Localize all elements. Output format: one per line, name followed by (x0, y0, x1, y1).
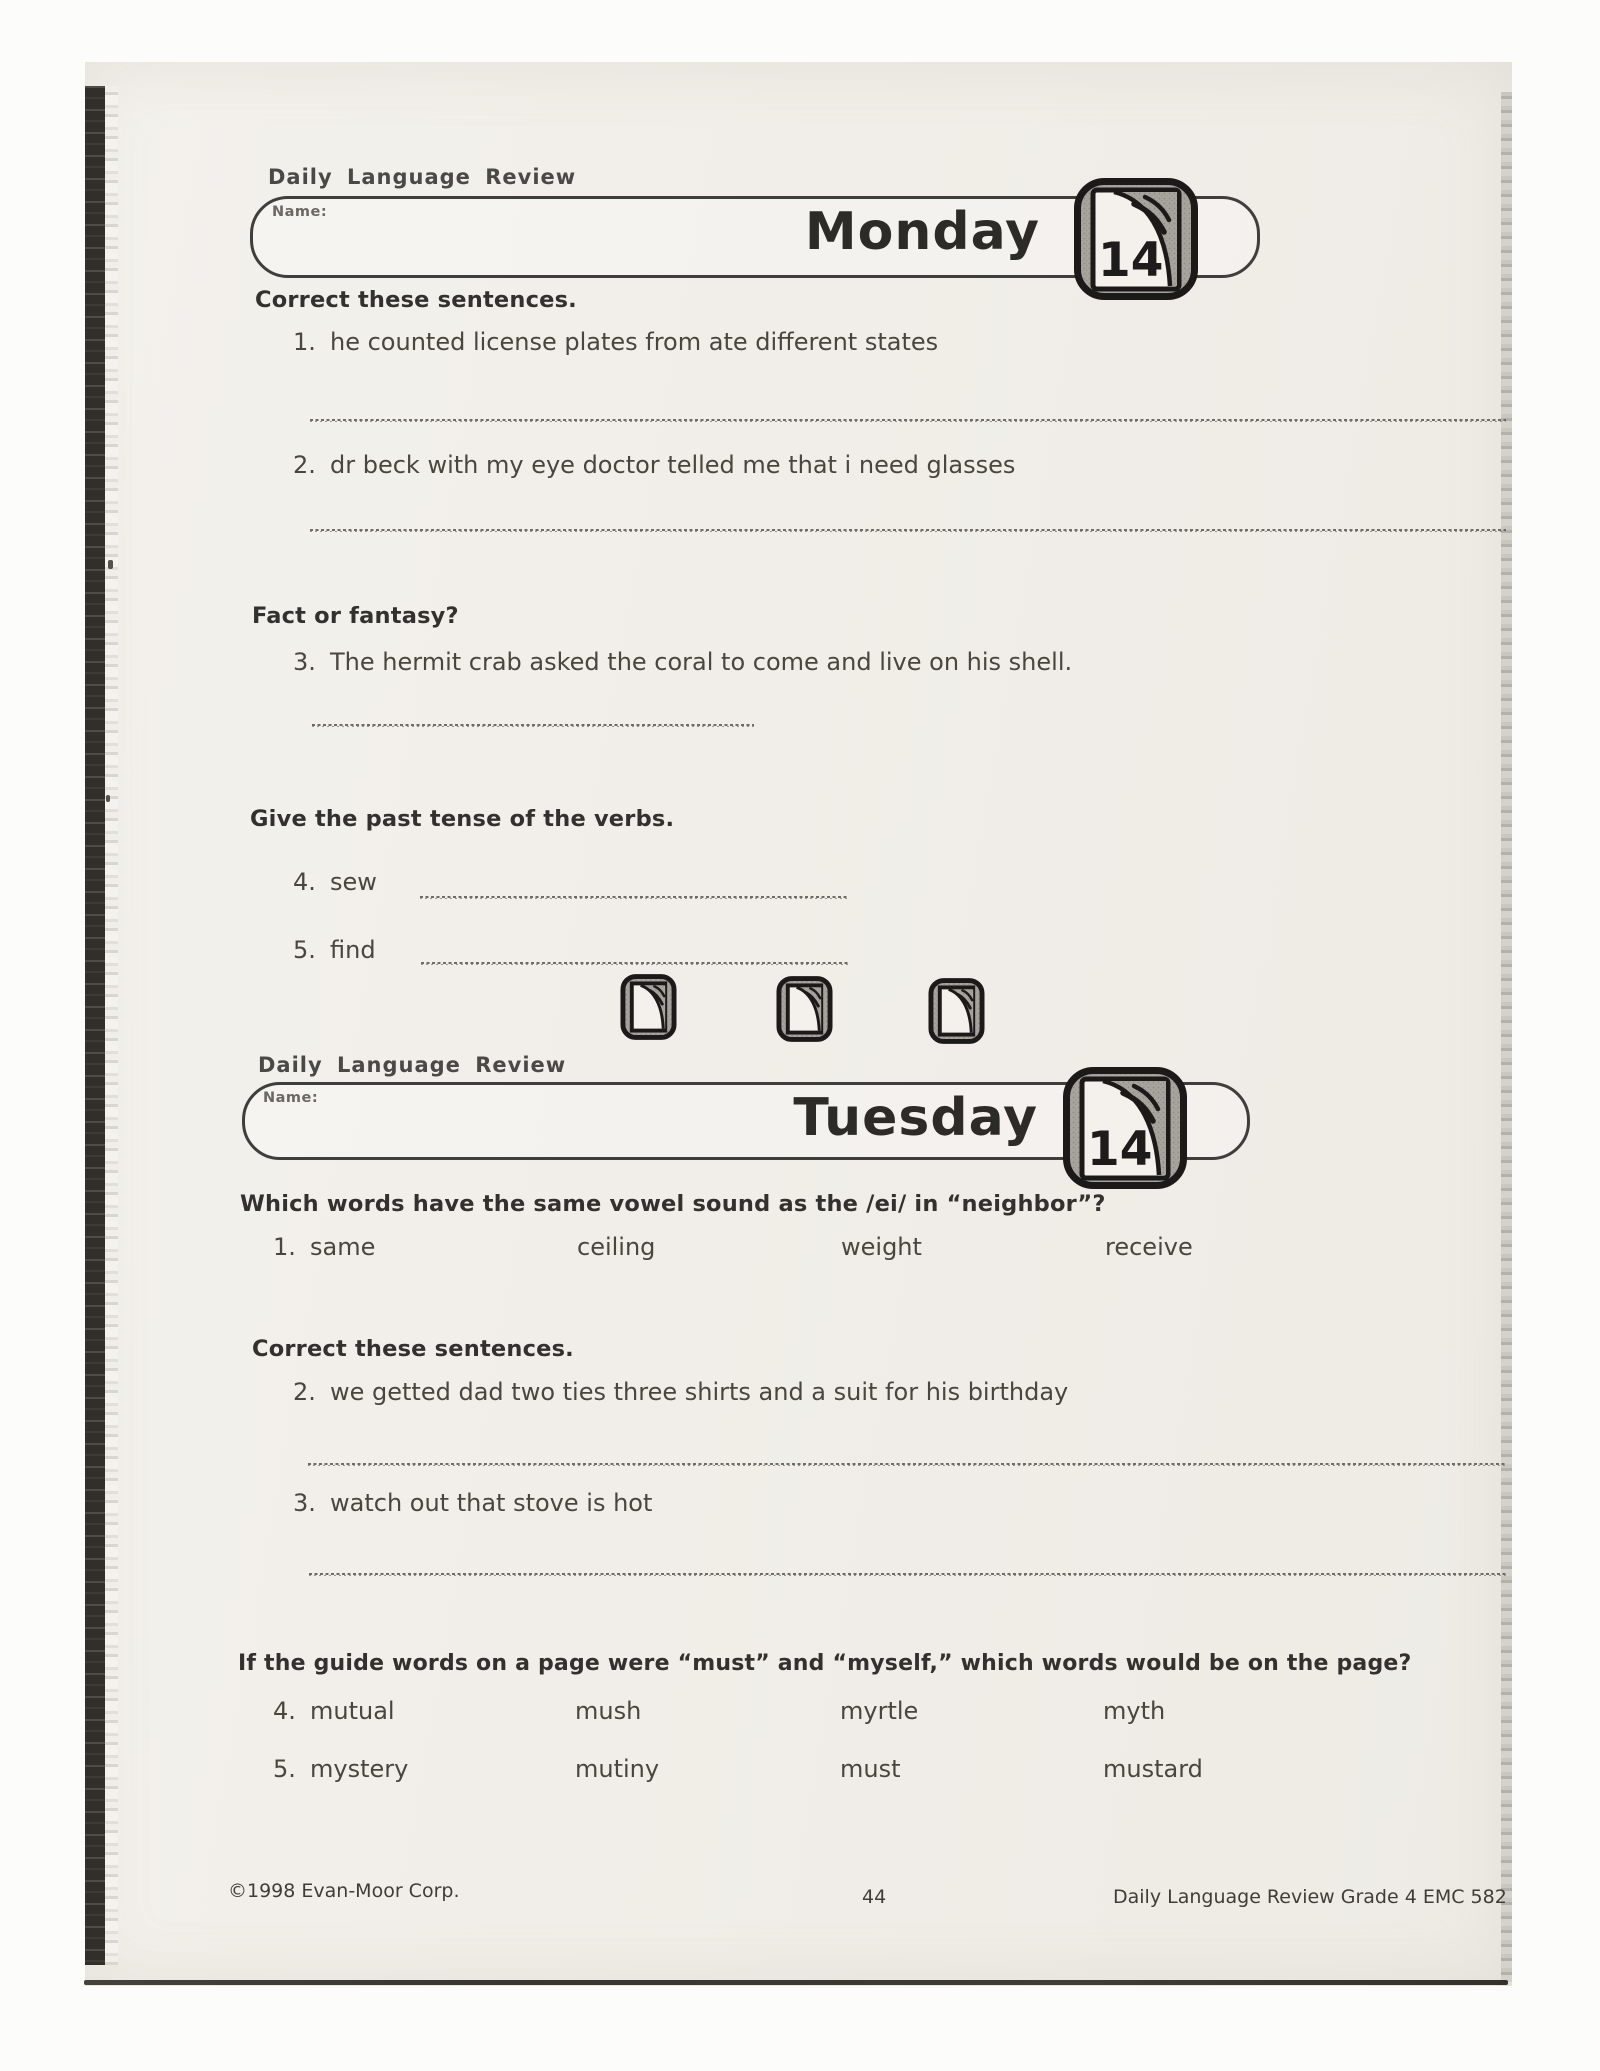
word-choice: myrtle (840, 1697, 919, 1725)
word-choice-row (273, 1233, 1373, 1263)
question-number: 1. (293, 328, 316, 356)
word-choice: mush (575, 1697, 642, 1725)
page-bottom-edge (84, 1980, 1508, 1985)
name-field-label: Name: (272, 204, 328, 220)
question-text: find (330, 936, 376, 964)
question-text: dr beck with my eye doctor telled me that i need glasses (330, 451, 1016, 479)
word-choice: must (840, 1755, 901, 1783)
section-heading: Give the past tense of the verbs. (250, 806, 675, 832)
question-text: we getted dad two ties three shirts and a suit for his birthday (330, 1378, 1069, 1406)
answer-line (310, 529, 1506, 531)
page-curl-divider-icon (776, 975, 833, 1043)
question-number: 5. (273, 1755, 296, 1783)
question-item (293, 648, 1072, 676)
question-number: 5. (293, 936, 316, 964)
day-title-tuesday: Tuesday (793, 1088, 1038, 1148)
page-binding-edge (105, 86, 118, 1965)
day-title-monday: Monday (804, 202, 1040, 262)
word-choice: receive (1105, 1233, 1193, 1261)
question-number: 4. (293, 868, 316, 896)
worksheet-brand-title: Daily Language Review (258, 1053, 567, 1077)
answer-line (310, 419, 1506, 421)
section-heading: Which words have the same vowel sound as the /ei/ in “neighbor”? (240, 1191, 1106, 1217)
question-item (293, 868, 377, 896)
word-choice: mystery (310, 1755, 409, 1783)
word-choice: same (310, 1233, 376, 1261)
question-text: watch out that stove is hot (330, 1489, 653, 1517)
question-number: 1. (273, 1233, 296, 1261)
section-heading: Correct these sentences. (255, 287, 577, 313)
word-choice: weight (841, 1233, 922, 1261)
question-text: sew (330, 868, 377, 896)
footer-copyright: ©1998 Evan-Moor Corp. (228, 1880, 460, 1902)
question-number: 3. (293, 1489, 316, 1517)
word-choice: mutual (310, 1697, 395, 1725)
question-item (293, 936, 376, 964)
word-choice: mustard (1103, 1755, 1203, 1783)
word-choice: mutiny (575, 1755, 660, 1783)
page-curl-divider-icon (620, 973, 677, 1041)
lesson-number-badge (1073, 177, 1199, 301)
footer-page-number: 44 (862, 1886, 887, 1908)
word-choice-row (273, 1697, 1373, 1727)
footer-edition: Daily Language Review Grade 4 EMC 582 (1113, 1886, 1507, 1908)
page-right-edge (1501, 92, 1512, 1982)
question-number: 4. (273, 1697, 296, 1725)
lesson-number: 14 (1087, 1122, 1153, 1177)
answer-line (420, 896, 848, 898)
scan-artifact (106, 795, 110, 802)
word-choice: ceiling (577, 1233, 656, 1261)
name-field-label: Name: (263, 1090, 319, 1106)
lesson-number-badge (1062, 1066, 1188, 1190)
answer-line (421, 962, 849, 964)
question-number: 2. (293, 1378, 316, 1406)
question-number: 3. (293, 648, 316, 676)
answer-line (308, 1463, 1505, 1465)
page-curl-divider-icon (928, 977, 985, 1045)
section-heading: Correct these sentences. (252, 1336, 574, 1362)
question-number: 2. (293, 451, 316, 479)
section-heading: Fact or fantasy? (252, 603, 459, 629)
question-item (293, 1489, 652, 1517)
lesson-number: 14 (1098, 233, 1164, 288)
section-heading: If the guide words on a page were “must” and “myself,” which words would be on the page? (238, 1651, 1412, 1676)
scan-artifact (108, 560, 113, 569)
question-item (293, 1378, 1068, 1406)
worksheet-brand-title: Daily Language Review (268, 165, 577, 189)
word-choice: myth (1103, 1697, 1166, 1725)
answer-line (312, 724, 754, 726)
answer-line (309, 1573, 1506, 1575)
question-text: he counted license plates from ate different states (330, 328, 939, 356)
word-choice-row (273, 1755, 1373, 1785)
question-item (293, 451, 1015, 479)
question-text: The hermit crab asked the coral to come and live on his shell. (330, 648, 1073, 676)
page-binding-strip (85, 86, 105, 1965)
question-item (293, 328, 938, 356)
